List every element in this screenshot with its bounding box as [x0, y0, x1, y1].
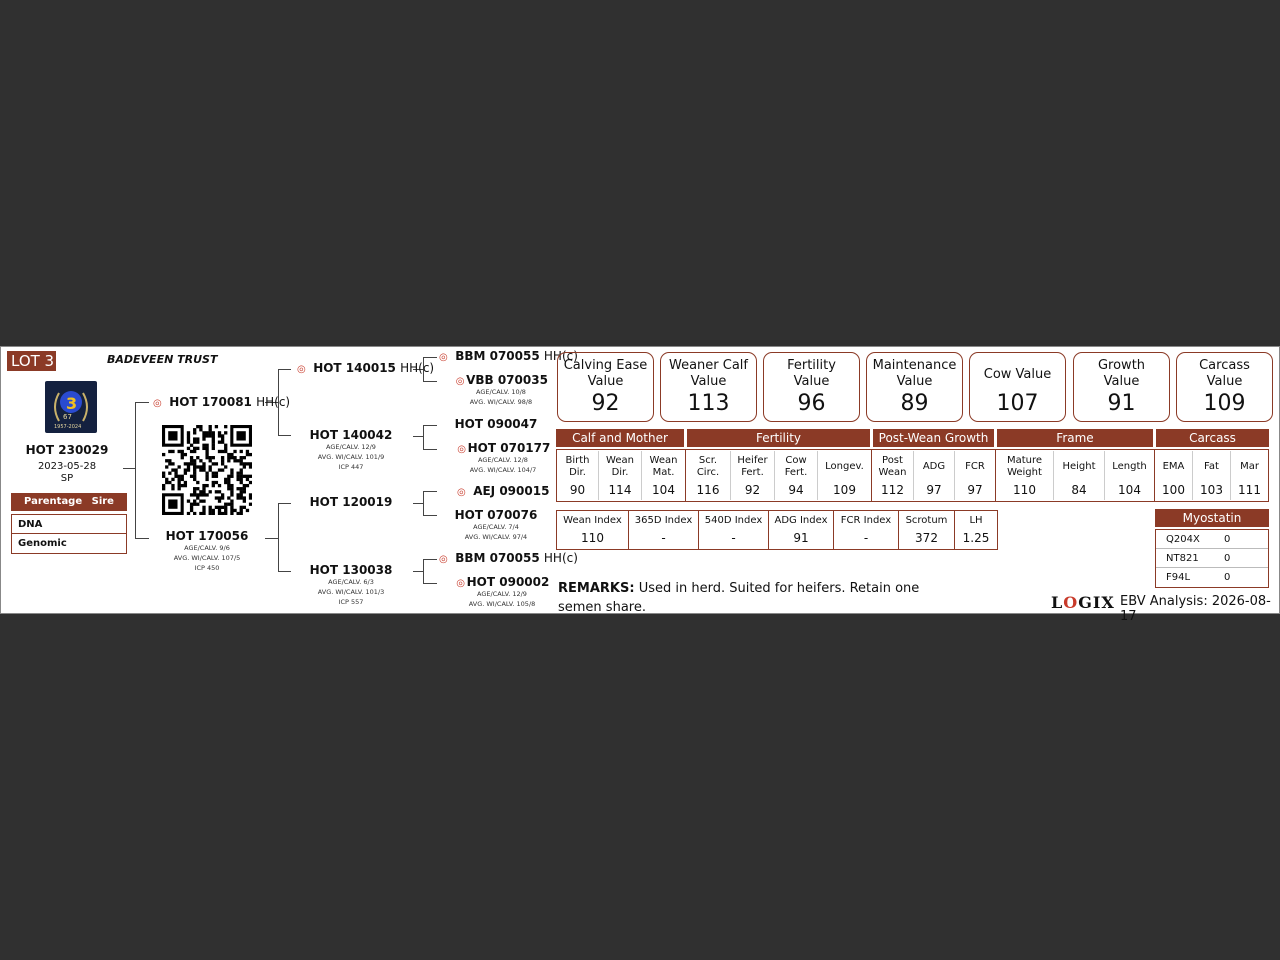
gen3-dds-id: BBM 070055 — [455, 551, 540, 565]
value-label: Maintenance Value — [872, 358, 957, 389]
dam-dam — [293, 563, 409, 607]
lot-card — [0, 346, 1280, 624]
gen3-sss-id: BBM 070055 — [455, 349, 540, 363]
sire-label: Sire — [91, 496, 114, 507]
myostatin-title: Myostatin — [1155, 509, 1269, 527]
index-540d: 540D Index - — [704, 515, 763, 545]
target-icon: ◎ — [457, 487, 466, 498]
gen3-ssd-avg-wi: AVG. WI/CALV. 98/8 — [469, 398, 533, 406]
dam — [151, 529, 263, 573]
group-fertility: Fertility — [687, 429, 870, 447]
sire — [153, 395, 290, 409]
gen3-dds-suffix: HH(c) — [543, 551, 578, 565]
value-number: 107 — [996, 391, 1039, 416]
value-box-calving-ease — [557, 352, 654, 422]
value-label: Fertility Value — [787, 358, 836, 389]
trait-wean-dir: Wean Dir. 114 — [606, 455, 634, 497]
animal-polled: SP — [60, 473, 74, 484]
sire-dam-age-calv: AGE/CALV. 12/9 — [326, 443, 376, 451]
value-label: Carcass Value — [1199, 358, 1250, 389]
myostatin-row: F94L 0 — [1166, 572, 1231, 583]
remarks-text: Used in herd. Suited for heifers. Retain one semen share. — [558, 581, 920, 615]
target-icon: ◎ — [439, 352, 448, 363]
target-icon: ◎ — [456, 578, 465, 589]
animal-id: HOT 230029 — [25, 443, 109, 457]
logo-number: 67 — [63, 413, 72, 421]
gen3-dsd-age-calv: AGE/CALV. 7/4 — [473, 523, 519, 531]
gen3-sds-id: HOT 090047 — [454, 417, 538, 431]
myostatin-row: Q204X 0 — [1156, 530, 1268, 549]
gen3-ddd-id: HOT 090002 — [466, 575, 550, 589]
dam-sire-id: HOT 120019 — [309, 495, 393, 509]
myostatin-row: NT821 0 — [1156, 549, 1268, 568]
value-number: 91 — [1107, 391, 1136, 416]
index-lh: LH 1.25 — [962, 515, 990, 545]
group-frame: Frame — [997, 429, 1153, 447]
animal-dob: 2023-05-28 — [37, 461, 97, 472]
dam-age-calv: AGE/CALV. 9/6 — [184, 544, 230, 552]
target-icon: ◎ — [455, 376, 465, 387]
sire-dam — [293, 428, 409, 472]
lot-badge: LOT 3 — [7, 351, 56, 371]
gen3-dsd — [453, 508, 539, 542]
breeder-name: BADEVEEN TRUST — [107, 353, 218, 366]
trait-fcr: FCR 97 — [965, 461, 985, 497]
gen3-dds — [439, 551, 578, 565]
gen3-ddd-age-calv: AGE/CALV. 12/9 — [477, 590, 527, 598]
value-number: 96 — [797, 391, 826, 416]
dam-dam-avg-wi: AVG. WI/CALV. 101/3 — [317, 588, 385, 596]
value-box-fertility — [763, 352, 860, 422]
value-box-maintenance — [866, 352, 963, 422]
index-fcr: FCR Index - — [840, 515, 892, 545]
index-wean: Wean Index 110 — [563, 515, 622, 545]
parentage-label: Parentage — [24, 496, 83, 507]
value-number: 89 — [900, 391, 929, 416]
ebv-analysis-date: EBV Analysis: 2026-08-17 — [1120, 594, 1271, 624]
gen3-ddd-avg-wi: AVG. WI/CALV. 105/8 — [468, 600, 536, 608]
trait-longev: Longev. 109 — [825, 461, 864, 497]
value-number: 109 — [1203, 391, 1246, 416]
target-icon: ◎ — [153, 398, 162, 409]
sire-id: HOT 170081 — [169, 395, 252, 409]
gen3-ssd-age-calv: AGE/CALV. 10/8 — [476, 388, 526, 396]
logix-logo: LOGIX — [1051, 593, 1115, 612]
group-carcass: Carcass — [1156, 429, 1269, 447]
group-post-wean-growth: Post-Wean Growth — [873, 429, 994, 447]
value-label: Growth Value — [1097, 358, 1146, 389]
sire-dam-icp: ICP 447 — [338, 463, 364, 471]
dam-id: HOT 170056 — [165, 529, 249, 543]
remarks-label: REMARKS: — [558, 581, 635, 596]
gen3-dss — [457, 484, 549, 498]
value-number: 113 — [687, 391, 730, 416]
logo-years: 1957-2024 — [54, 424, 82, 430]
dam-dam-age-calv: AGE/CALV. 6/3 — [328, 578, 374, 586]
sire-sire-suffix: HH(c) — [400, 361, 435, 375]
genomic-row: Genomic — [18, 538, 67, 549]
trait-heifer-fert: Heifer Fert. 92 — [737, 455, 768, 497]
trait-height: Height 84 — [1062, 461, 1096, 497]
index-365d: 365D Index - — [634, 515, 693, 545]
value-number: 92 — [591, 391, 620, 416]
value-label: Calving Ease Value — [563, 358, 648, 389]
value-label: Cow Value — [983, 367, 1052, 382]
gen3-dsd-id: HOT 070076 — [454, 508, 538, 522]
dam-dam-id: HOT 130038 — [309, 563, 393, 577]
trait-adg: ADG 97 — [922, 461, 946, 497]
target-icon: ◎ — [297, 364, 306, 375]
gen3-sdd — [453, 441, 553, 475]
gen3-sdd-id: HOT 070177 — [467, 441, 551, 455]
gen3-ddd — [453, 575, 551, 609]
trait-fat: Fat 103 — [1200, 461, 1223, 497]
remarks — [558, 579, 943, 617]
sire-dam-avg-wi: AVG. WI/CALV. 101/9 — [317, 453, 385, 461]
value-box-growth — [1073, 352, 1170, 422]
gen3-sdd-age-calv: AGE/CALV. 12/8 — [478, 456, 528, 464]
trait-birth-dir: Birth Dir. 90 — [565, 455, 590, 497]
group-calf-and-mother: Calf and Mother — [556, 429, 684, 447]
target-icon: ◎ — [457, 444, 466, 455]
svg-text:3: 3 — [66, 394, 78, 413]
gen3-dss-id: AEJ 090015 — [473, 484, 550, 498]
stud-logo — [45, 381, 97, 433]
gen3-ssd-id: VBB 070035 — [466, 373, 548, 387]
gen3-sdd-avg-wi: AVG. WI/CALV. 104/7 — [469, 466, 537, 474]
value-box-carcass — [1176, 352, 1273, 422]
gen3-dsd-avg-wi: AVG. WI/CALV. 97/4 — [464, 533, 528, 541]
gen3-ssd — [453, 373, 549, 407]
qr-code[interactable] — [162, 425, 252, 515]
value-label: Weaner Calf Value — [668, 358, 748, 389]
trait-mature-weight: Mature Weight 110 — [1006, 455, 1043, 497]
sire-sire — [297, 361, 434, 375]
trait-post-wean: Post Wean 112 — [878, 455, 907, 497]
dam-label: Dam — [56, 514, 82, 525]
target-icon: ◎ — [439, 554, 448, 565]
sire-dam-id: HOT 140042 — [309, 428, 393, 442]
dam-dam-icp: ICP 557 — [338, 598, 364, 606]
sire-suffix: HH(c) — [256, 395, 291, 409]
value-box-cow — [969, 352, 1066, 422]
dam-icp: ICP 450 — [194, 564, 220, 572]
trait-ema: EMA 100 — [1162, 461, 1185, 497]
value-box-weaner-calf — [660, 352, 757, 422]
dam-avg-wi: AVG. WI/CALV. 107/5 — [173, 554, 241, 562]
dna-row: DNA — [12, 515, 126, 534]
myostatin-table — [1155, 529, 1269, 588]
trait-scr-circ: Scr. Circ. 116 — [696, 455, 720, 497]
sire-sire-id: HOT 140015 — [313, 361, 396, 375]
trait-mar: Mar 111 — [1238, 461, 1261, 497]
parentage-table — [11, 514, 127, 554]
index-scrotum: Scrotum 372 — [905, 515, 948, 545]
trait-length: Length 104 — [1112, 461, 1147, 497]
index-adg: ADG Index 91 — [774, 515, 828, 545]
gen3-sss-suffix: HH(c) — [543, 349, 578, 363]
trait-wean-mat: Wean Mat. 104 — [649, 455, 678, 497]
trait-cow-fert: Cow Fert. 94 — [784, 455, 808, 497]
